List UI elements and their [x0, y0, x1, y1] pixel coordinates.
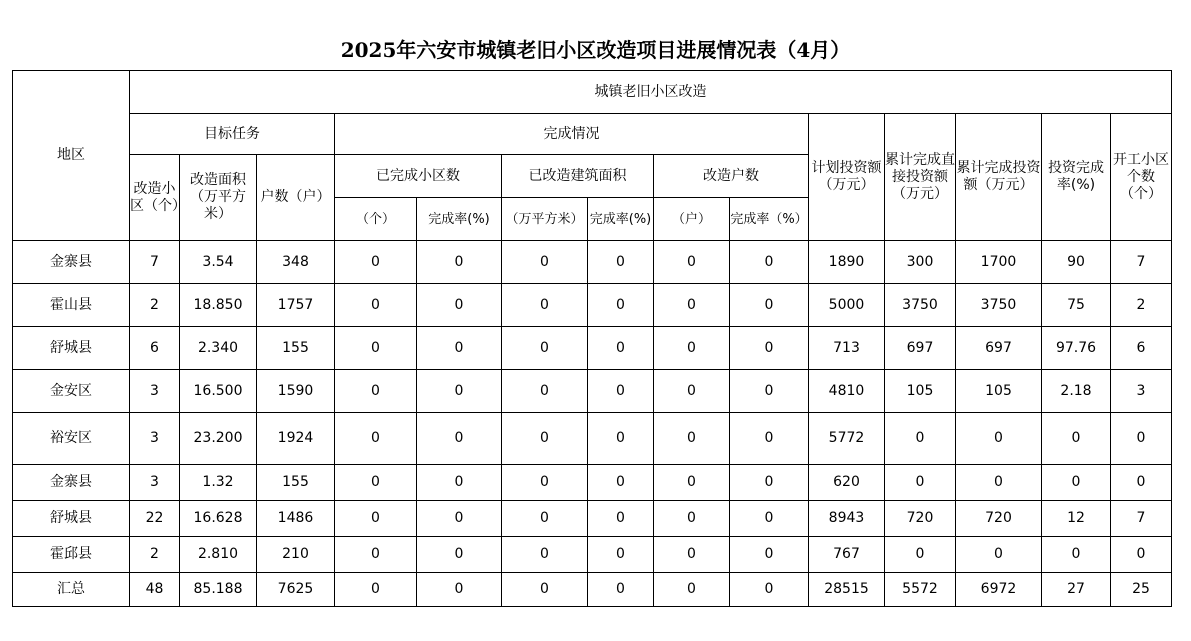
table-cell: 1890 [809, 241, 885, 284]
table-cell: 0 [730, 413, 809, 465]
region-cell: 汇总 [13, 573, 130, 607]
table-cell: 1590 [257, 370, 335, 413]
table-cell: 0 [956, 465, 1042, 501]
table-cell: 105 [956, 370, 1042, 413]
table-cell: 3 [130, 413, 180, 465]
header-region: 地区 [13, 71, 130, 241]
table-cell: 0 [335, 327, 417, 370]
table-cell: 5772 [809, 413, 885, 465]
table-cell: 0 [1042, 413, 1111, 465]
header-target-households: 户数（户） [257, 155, 335, 241]
region-cell: 金寨县 [13, 465, 130, 501]
table-row [13, 370, 1172, 413]
table-cell: 3750 [956, 284, 1042, 327]
table-cell: 0 [730, 537, 809, 573]
table-cell: 0 [335, 241, 417, 284]
table-cell: 0 [502, 501, 588, 537]
table-cell: 2.18 [1042, 370, 1111, 413]
table-cell: 7 [1111, 241, 1172, 284]
header-invest-rate: 投资完成率(%) [1042, 114, 1111, 241]
table-cell: 0 [1042, 537, 1111, 573]
table-cell: 348 [257, 241, 335, 284]
table-cell: 697 [885, 327, 956, 370]
table-cell: 210 [257, 537, 335, 573]
table-cell: 0 [502, 413, 588, 465]
table-cell: 3750 [885, 284, 956, 327]
table-cell: 5572 [885, 573, 956, 607]
table-cell: 0 [588, 284, 654, 327]
table-cell: 2.340 [180, 327, 257, 370]
table-cell: 3 [1111, 370, 1172, 413]
table-cell: 0 [417, 241, 502, 284]
table-cell: 620 [809, 465, 885, 501]
table-cell: 1486 [257, 501, 335, 537]
table-cell: 0 [730, 241, 809, 284]
table-cell: 0 [885, 465, 956, 501]
region-cell: 裕安区 [13, 413, 130, 465]
table-cell: 0 [654, 573, 730, 607]
header-target-count: 改造小区（个） [130, 155, 180, 241]
header-started-count: 开工小区个数（个） [1111, 114, 1172, 241]
total-row [13, 573, 1172, 607]
table-cell: 6 [130, 327, 180, 370]
table-cell: 0 [730, 370, 809, 413]
table-cell: 0 [588, 370, 654, 413]
table-cell: 0 [654, 501, 730, 537]
table-cell: 0 [588, 573, 654, 607]
table-cell: 720 [885, 501, 956, 537]
table-cell: 48 [130, 573, 180, 607]
header-direct-invest: 累计完成直接投资额（万元） [885, 114, 956, 241]
table-cell: 7 [1111, 501, 1172, 537]
table-cell: 0 [417, 413, 502, 465]
table-cell: 97.76 [1042, 327, 1111, 370]
table-cell: 12 [1042, 501, 1111, 537]
table-cell: 1757 [257, 284, 335, 327]
header-sub-area: 已改造建筑面积 [502, 155, 654, 198]
table-row [13, 241, 1172, 284]
table-cell: 0 [1111, 465, 1172, 501]
table-cell: 0 [588, 327, 654, 370]
table-cell: 1.32 [180, 465, 257, 501]
table-cell: 0 [730, 327, 809, 370]
region-cell: 金安区 [13, 370, 130, 413]
table-cell: 0 [417, 573, 502, 607]
table-cell: 155 [257, 327, 335, 370]
table-cell: 23.200 [180, 413, 257, 465]
table-cell: 0 [730, 465, 809, 501]
table-cell: 0 [654, 241, 730, 284]
table-cell: 0 [730, 573, 809, 607]
table-cell: 0 [956, 537, 1042, 573]
table-cell: 0 [885, 413, 956, 465]
table-row [13, 537, 1172, 573]
table-cell: 0 [335, 413, 417, 465]
table-cell: 6 [1111, 327, 1172, 370]
table-cell: 0 [502, 241, 588, 284]
table-cell: 0 [502, 284, 588, 327]
table-cell: 0 [417, 465, 502, 501]
table-cell: 16.628 [180, 501, 257, 537]
table-cell: 0 [417, 327, 502, 370]
table-cell: 0 [654, 370, 730, 413]
table-cell: 22 [130, 501, 180, 537]
table-cell: 0 [335, 465, 417, 501]
table-cell: 0 [1111, 413, 1172, 465]
table-cell: 7625 [257, 573, 335, 607]
table-cell: 0 [502, 327, 588, 370]
header-sub-households: 改造户数 [654, 155, 809, 198]
table-cell: 3.54 [180, 241, 257, 284]
header-main-group: 城镇老旧小区改造 [130, 71, 1172, 114]
table-cell: 0 [335, 370, 417, 413]
table-cell: 16.500 [180, 370, 257, 413]
table-cell: 0 [502, 465, 588, 501]
table-cell: 720 [956, 501, 1042, 537]
page-title: 2025年六安市城镇老旧小区改造项目进展情况表（4月） [340, 38, 851, 62]
table-cell: 0 [654, 327, 730, 370]
table-cell: 0 [502, 537, 588, 573]
table-cell: 713 [809, 327, 885, 370]
region-cell: 霍邱县 [13, 537, 130, 573]
table-cell: 2 [130, 537, 180, 573]
table-cell: 0 [730, 501, 809, 537]
table-cell: 0 [588, 413, 654, 465]
table-cell: 85.188 [180, 573, 257, 607]
table-cell: 0 [588, 465, 654, 501]
table-cell: 2.810 [180, 537, 257, 573]
header-col-area-unit: （万平方米） [502, 198, 588, 241]
header-sub-count: 已完成小区数 [335, 155, 502, 198]
table-row [13, 327, 1172, 370]
table-cell: 7 [130, 241, 180, 284]
table-row [13, 501, 1172, 537]
table-cell: 4810 [809, 370, 885, 413]
table-cell: 0 [654, 537, 730, 573]
header-col-household-unit: （户） [654, 198, 730, 241]
table-cell: 25 [1111, 573, 1172, 607]
table-cell: 0 [956, 413, 1042, 465]
table-cell: 155 [257, 465, 335, 501]
header-completion-group: 完成情况 [335, 114, 809, 155]
header-col-area-rate: 完成率(%) [588, 198, 654, 241]
table-cell: 0 [885, 537, 956, 573]
table-row [13, 465, 1172, 501]
region-cell: 金寨县 [13, 241, 130, 284]
table-cell: 75 [1042, 284, 1111, 327]
table-cell: 1700 [956, 241, 1042, 284]
table-cell: 1924 [257, 413, 335, 465]
table-cell: 6972 [956, 573, 1042, 607]
table-cell: 2 [1111, 284, 1172, 327]
header-col-count-rate: 完成率(%) [417, 198, 502, 241]
table-cell: 0 [502, 573, 588, 607]
table-cell: 3 [130, 370, 180, 413]
progress-table [12, 70, 1172, 607]
table-cell: 697 [956, 327, 1042, 370]
table-cell: 0 [417, 537, 502, 573]
table-cell: 767 [809, 537, 885, 573]
table-cell: 90 [1042, 241, 1111, 284]
table-cell: 0 [335, 537, 417, 573]
table-cell: 105 [885, 370, 956, 413]
table-cell: 3 [130, 465, 180, 501]
table-cell: 300 [885, 241, 956, 284]
table-cell: 0 [417, 501, 502, 537]
table-row [13, 413, 1172, 465]
table-cell: 0 [1042, 465, 1111, 501]
table-cell: 5000 [809, 284, 885, 327]
header-target-group: 目标任务 [130, 114, 335, 155]
table-cell: 27 [1042, 573, 1111, 607]
header-target-area: 改造面积（万平方米） [180, 155, 257, 241]
table-cell: 0 [502, 370, 588, 413]
table-cell: 28515 [809, 573, 885, 607]
header-col-count-unit: （个） [335, 198, 417, 241]
table-cell: 0 [335, 501, 417, 537]
table-cell: 0 [588, 501, 654, 537]
table-cell: 0 [588, 241, 654, 284]
region-cell: 舒城县 [13, 501, 130, 537]
header-plan-invest: 计划投资额（万元） [809, 114, 885, 241]
table-cell: 0 [730, 284, 809, 327]
table-cell: 0 [417, 284, 502, 327]
table-cell: 0 [654, 284, 730, 327]
table-cell: 2 [130, 284, 180, 327]
table-row [13, 284, 1172, 327]
table-cell: 0 [335, 284, 417, 327]
table-cell: 8943 [809, 501, 885, 537]
table-cell: 0 [417, 370, 502, 413]
table-cell: 18.850 [180, 284, 257, 327]
region-cell: 霍山县 [13, 284, 130, 327]
table-cell: 0 [1111, 537, 1172, 573]
table-cell: 0 [654, 413, 730, 465]
region-cell: 舒城县 [13, 327, 130, 370]
table-cell: 0 [335, 573, 417, 607]
header-col-household-rate: 完成率（%） [730, 198, 809, 241]
table-cell: 0 [588, 537, 654, 573]
header-total-invest: 累计完成投资额（万元） [956, 114, 1042, 241]
table-cell: 0 [654, 465, 730, 501]
